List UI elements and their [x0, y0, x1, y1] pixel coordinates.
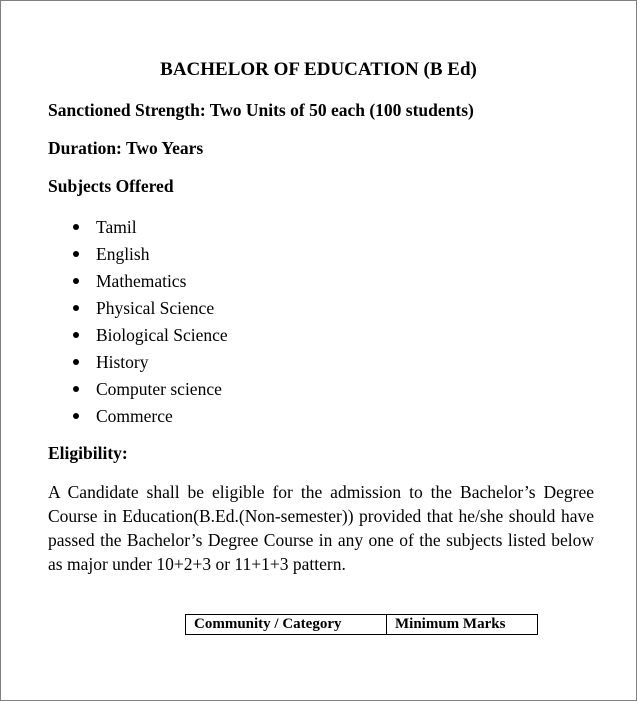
subject-label: Biological Science — [96, 325, 228, 345]
list-item — [1, 296, 228, 323]
list-item — [1, 323, 228, 350]
subjects-heading: Subjects Offered — [48, 176, 174, 196]
subject-label: Commerce — [96, 406, 173, 426]
bullet-icon — [73, 359, 79, 365]
minimum-marks-table — [185, 614, 538, 635]
duration-heading: Duration: Two Years — [48, 138, 204, 158]
list-item — [1, 350, 228, 377]
table-header-row — [186, 615, 538, 635]
bullet-icon — [73, 386, 79, 392]
list-item — [1, 242, 228, 269]
bullet-icon — [73, 224, 79, 230]
subject-label: History — [96, 352, 149, 372]
sanctioned-strength-heading: Sanctioned Strength: Two Units of 50 each (100 students) — [48, 100, 474, 120]
bullet-icon — [73, 332, 79, 338]
eligibility-paragraph: A Candidate shall be eligible for the admission to the Bachelor’s Degree Course in Education(B.Ed.(Non-semester)) provided that he/she should have passed the Bachelor’s Degree Course in any one of the subjects listed below as major under 10+2+3 or 11+1+3 pattern. — [48, 482, 594, 574]
column-header-minimum-marks: Minimum Marks — [387, 615, 538, 635]
bullet-icon — [73, 413, 79, 419]
eligibility-heading: Eligibility: — [48, 443, 128, 463]
list-item — [1, 377, 228, 404]
bullet-icon — [73, 305, 79, 311]
subjects-list — [1, 215, 228, 431]
subject-label: Computer science — [96, 379, 222, 399]
subject-label: Tamil — [96, 217, 137, 237]
subject-label: Mathematics — [96, 271, 187, 291]
document-title: BACHELOR OF EDUCATION (B Ed) — [160, 59, 477, 80]
subject-label: Physical Science — [96, 298, 215, 318]
list-item — [1, 215, 228, 242]
bullet-icon — [73, 251, 79, 257]
bullet-icon — [73, 278, 79, 284]
list-item — [1, 404, 228, 431]
column-header-community: Community / Category — [186, 615, 387, 635]
list-item — [1, 269, 228, 296]
subject-label: English — [96, 244, 150, 264]
